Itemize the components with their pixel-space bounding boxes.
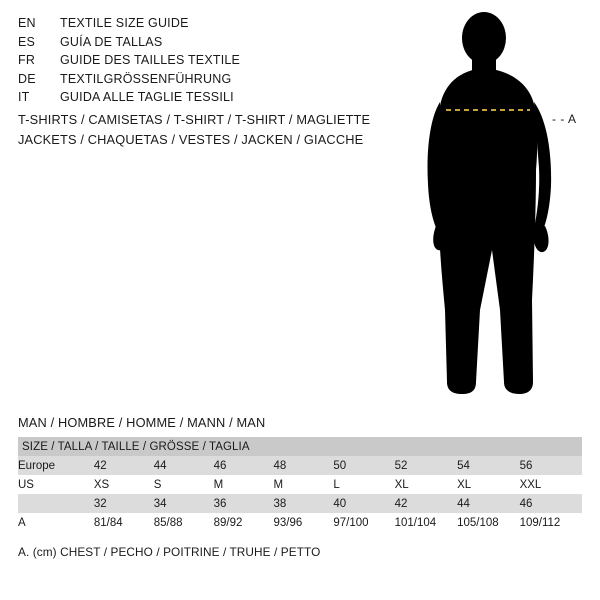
table-cell: 101/104 <box>394 516 437 529</box>
measure-label-a: - - A <box>552 112 577 126</box>
table-cell: M <box>273 478 284 491</box>
language-text: GUIDE DES TAILLES TEXTILE <box>60 53 241 67</box>
table-cell: 36 <box>213 497 227 510</box>
table-cell: 34 <box>153 497 167 510</box>
table-header-label: SIZE / TALLA / TAILLE / GRÖSSE / TAGLIA <box>22 440 250 453</box>
row-label: Europe <box>18 459 56 472</box>
table-footnote: A. (cm) CHEST / PECHO / POITRINE / TRUHE / PETTO <box>18 545 321 559</box>
table-cell: 52 <box>394 459 408 472</box>
language-text: GUIDA ALLE TAGLIE TESSILI <box>60 90 234 104</box>
language-code: IT <box>18 90 30 104</box>
silhouette-icon <box>400 10 600 410</box>
table-row <box>18 475 582 494</box>
size-table <box>18 437 582 532</box>
language-row <box>18 53 398 72</box>
table-cell: M <box>213 478 224 491</box>
language-code: DE <box>18 71 36 86</box>
category-jackets: JACKETS / CHAQUETAS / VESTES / JACKEN / GIACCHE <box>18 132 364 147</box>
language-text: TEXTILGRÖSSENFÜHRUNG <box>60 71 232 86</box>
table-cell: 46 <box>519 497 533 510</box>
table-cell: 48 <box>273 459 287 472</box>
table-cell: 93/96 <box>273 516 303 529</box>
row-label: US <box>18 478 34 491</box>
table-row <box>18 456 582 475</box>
table-cell: 32 <box>93 497 107 510</box>
category-list <box>18 110 418 150</box>
table-cell: 54 <box>457 459 470 472</box>
size-table-section <box>18 415 582 559</box>
table-cell: 81/84 <box>93 516 123 529</box>
table-cell: S <box>153 478 162 491</box>
language-row <box>18 16 398 35</box>
table-cell: 40 <box>333 497 347 510</box>
table-cell: 109/112 <box>519 516 561 529</box>
table-cell: 38 <box>273 497 287 510</box>
table-cell: XL <box>457 478 472 491</box>
language-row <box>18 90 398 109</box>
table-cell: XL <box>394 478 409 491</box>
table-cell: XS <box>93 478 110 491</box>
language-code: FR <box>18 53 36 67</box>
table-cell: 50 <box>333 459 347 472</box>
table-cell: 44 <box>457 497 470 510</box>
language-text: TEXTILE SIZE GUIDE <box>60 16 189 30</box>
table-cell: L <box>333 478 340 491</box>
table-cell: XXL <box>519 478 542 491</box>
language-row <box>18 72 398 91</box>
table-row <box>18 513 582 532</box>
table-cell: 56 <box>519 459 533 472</box>
table-cell: 97/100 <box>333 516 369 529</box>
table-cell: 44 <box>153 459 167 472</box>
row-label: A <box>18 516 26 529</box>
table-cell: 42 <box>394 497 408 510</box>
male-silhouette-figure <box>400 10 600 410</box>
table-cell: 46 <box>213 459 227 472</box>
table-header-row <box>18 437 582 456</box>
table-cell: 42 <box>93 459 107 472</box>
language-code: ES <box>18 34 36 49</box>
gender-title: MAN / HOMBRE / HOMME / MANN / MAN <box>18 415 266 430</box>
table-row <box>18 494 582 513</box>
category-tshirts: T-SHIRTS / CAMISETAS / T-SHIRT / T-SHIRT / MAGLIETTE <box>18 112 371 127</box>
row-label <box>18 494 94 513</box>
table-cell: 85/88 <box>153 516 183 529</box>
language-row <box>18 35 398 54</box>
table-cell: 89/92 <box>213 516 243 529</box>
language-text: GUÍA DE TALLAS <box>60 34 163 49</box>
language-list <box>18 16 398 109</box>
table-cell: 105/108 <box>457 516 499 529</box>
language-code: EN <box>18 16 36 30</box>
